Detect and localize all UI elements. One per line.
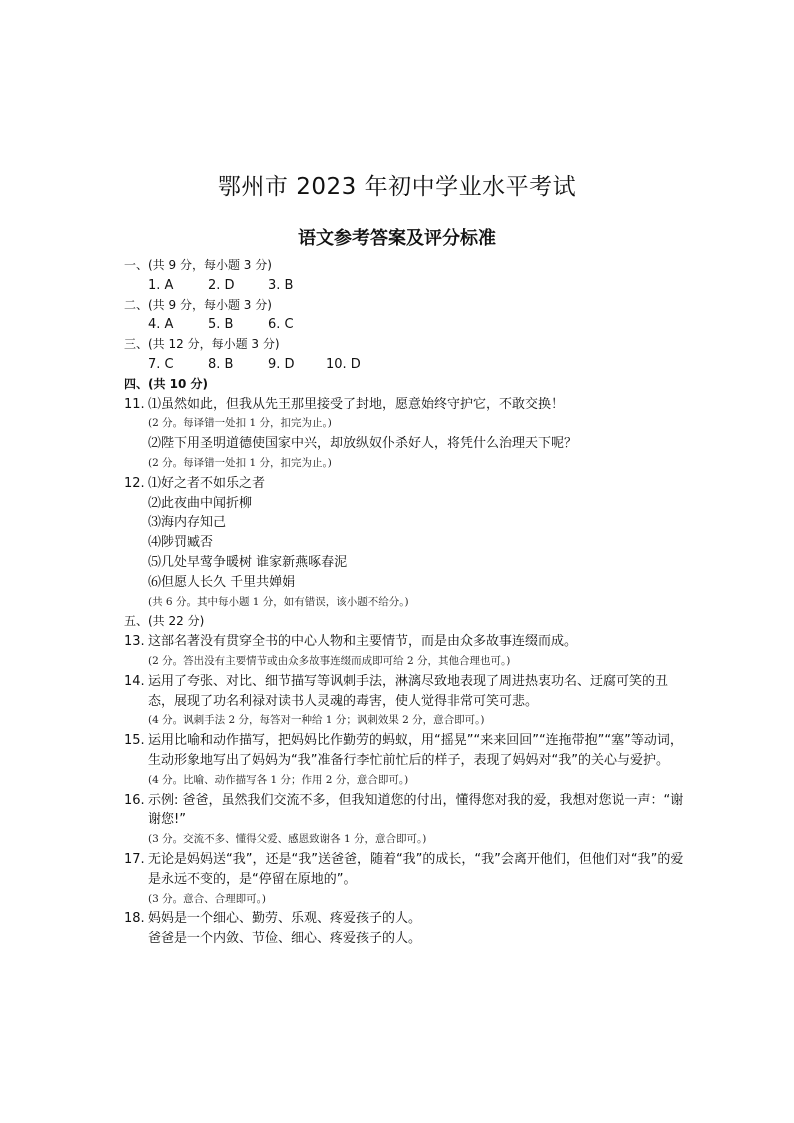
answer-8: 8. B: [208, 356, 234, 372]
question-number: 13.: [124, 634, 145, 650]
answer-2: 2. D: [208, 277, 235, 293]
question-17: [124, 850, 684, 909]
page-title: 鄂州市 2023 年初中学业水平考试: [217, 174, 577, 200]
answer-10: 10. D: [326, 356, 361, 372]
poem-line: ⑶海内存知己: [148, 515, 227, 531]
poem-line: ⑹但愿人长久 千里共婵娟: [148, 574, 296, 590]
section-2-header: 二、(共 9 分，每小题 3 分): [124, 297, 272, 312]
section-4-header: 四、(共 10 分): [124, 376, 209, 391]
answer-text: ⑵陛下用圣明道德使国家中兴，却放纵奴仆杀好人，将凭什么治理天下呢？: [148, 436, 578, 452]
answer-9: 9. D: [268, 356, 295, 372]
answer-7: 7. C: [148, 356, 174, 372]
question-12: [124, 474, 684, 613]
answer-text: 这部名著没有贯穿全书的中心人物和主要情节，而是由众多故事连缀而成。: [148, 634, 578, 650]
answer-4: 4. A: [148, 317, 174, 333]
question-number: 18.: [124, 911, 145, 927]
answer-text: 无论是妈妈送“我”，还是“我”送爸爸，随着“我”的成长，“我”会离开他们，但他们对“我”的爱是永远不变的，是“停留在原地的”。: [148, 851, 684, 887]
answer-text: 示例: 爸爸，虽然我们交流不多，但我知道您的付出，懂得您对我的爱，我想对您说一声：“谢谢您!”: [148, 792, 684, 828]
poem-line: ⑸几处早莺争暖树 谁家新燕啄春泥: [148, 554, 348, 570]
section-3-header: 三、(共 12 分，每小题 3 分): [124, 337, 280, 352]
poem-line: ⑷陟罚臧否: [148, 535, 214, 551]
question-14: [124, 672, 684, 731]
question-18: [124, 909, 684, 949]
scoring-note: (2 分。答出没有主要情节或由众多故事连缀而成即可给 2 分，其他合理也可。): [148, 654, 511, 667]
scoring-note: (共 6 分。其中每小题 1 分，如有错误，该小题不给分。): [148, 595, 409, 608]
answer-text: ⑴虽然如此，但我从先王那里接受了封地，愿意始终守护它，不敢交换！: [148, 396, 565, 412]
question-number: 12.: [124, 475, 145, 491]
answer-text: 爸爸是一个内敛、节俭、细心、疼爱孩子的人。: [148, 931, 422, 947]
section-5-header: 五、(共 22 分): [124, 614, 205, 629]
answer-text: 运用了夸张、对比、细节描写等讽刺手法，淋漓尽致地表现了周进热衷功名、迂腐可笑的丑态，展现了功名利禄对读书人灵魂的毒害，使人觉得非常可笑可悲。: [148, 673, 669, 709]
question-number: 16.: [124, 792, 145, 808]
question-11: [124, 395, 684, 474]
scoring-note: (2 分。每译错一处扣 1 分，扣完为止。): [148, 417, 332, 430]
page-subtitle: 语文参考答案及评分标准: [298, 228, 496, 249]
scoring-note: (4 分。讽刺手法 2 分，每答对一种给 1 分；讽刺效果 2 分，意合即可。): [148, 714, 485, 727]
scoring-note: (2 分。每译错一处扣 1 分，扣完为止。): [148, 456, 332, 469]
answer-text: 妈妈是一个细心、勤劳、乐观、疼爱孩子的人。: [148, 911, 422, 927]
scoring-note: (4 分。比喻、动作描写各 1 分；作用 2 分，意合即可。): [148, 773, 409, 786]
section-1-answers: [124, 276, 684, 296]
question-number: 11.: [124, 396, 145, 412]
section-1-header: 一、(共 9 分，每小题 3 分): [124, 258, 272, 272]
answer-text: 运用比喻和动作描写，把妈妈比作勤劳的蚂蚁，用“摇晃”“来来回回”“连拖带抱”“塞”等动词，生动形象地写出了妈妈为“我”准备行李忙前忙后的样子，表现了妈妈对“我”的关心与爱护。: [148, 733, 683, 768]
scoring-note: (3 分。交流不多、懂得父爱、感恩致谢各 1 分，意合即可。): [148, 833, 427, 846]
answer-5: 5. B: [208, 317, 234, 333]
question-15: [124, 731, 684, 790]
answer-6: 6. C: [268, 317, 294, 333]
question-13: [124, 632, 684, 672]
question-number: 14.: [124, 673, 145, 689]
section-3-answers: [124, 355, 684, 375]
question-number: 15.: [124, 733, 145, 749]
section-2-answers: [124, 315, 684, 335]
scoring-note: (3 分。意合、合理即可。): [148, 892, 266, 905]
poem-line: ⑴好之者不如乐之者: [148, 475, 266, 491]
answer-1: 1. A: [148, 277, 174, 293]
answer-3: 3. B: [268, 277, 294, 293]
question-number: 17.: [124, 851, 145, 867]
poem-line: ⑵此夜曲中闻折柳: [148, 495, 253, 511]
answer-content: [124, 256, 684, 949]
question-16: [124, 791, 684, 850]
